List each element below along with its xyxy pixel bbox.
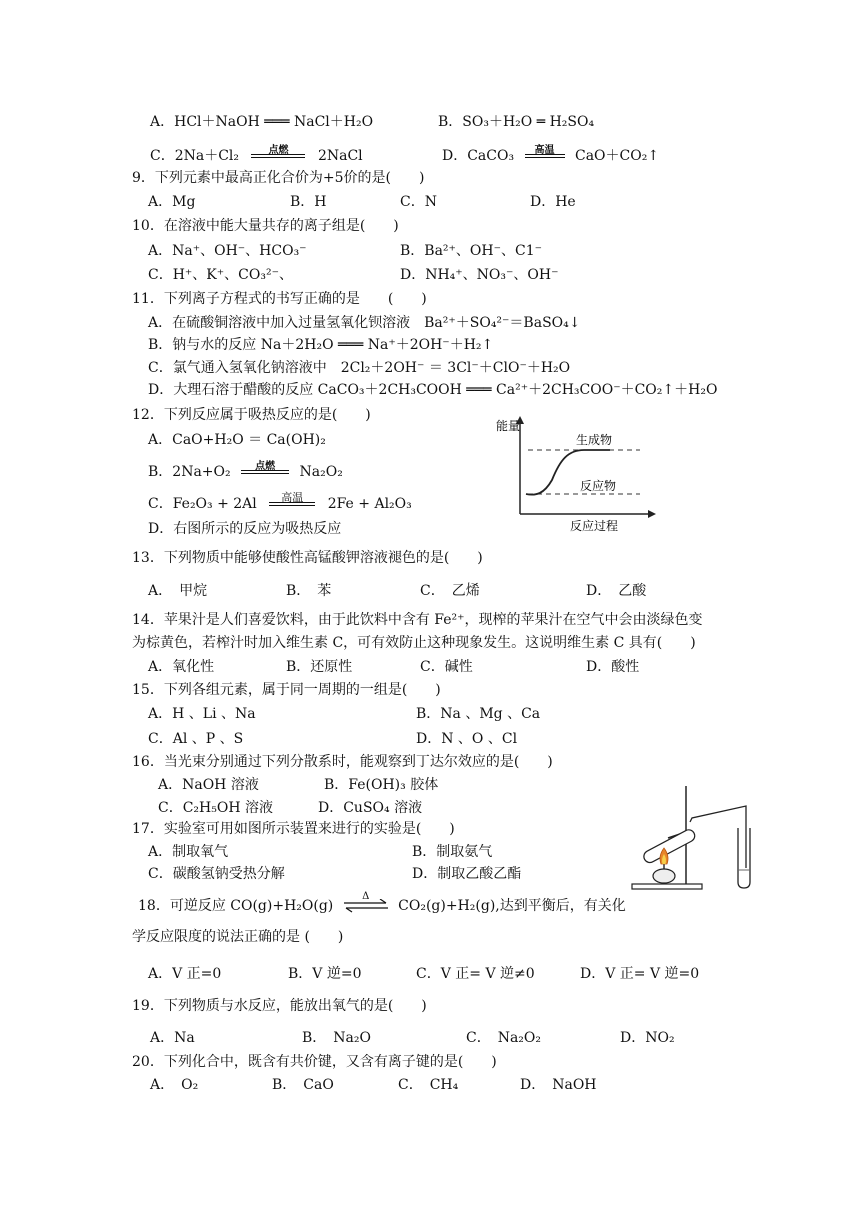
q17-option-a: A．制取氧气: [148, 844, 229, 860]
q11-option-a: A．在硫酸铜溶液中加入过量氢氧化钡溶液 Ba²⁺＋SO₄²⁻＝BaSO₄↓: [148, 315, 581, 331]
reversible-arrow-icon: [338, 899, 394, 913]
energy-diagram: [492, 410, 662, 535]
q15-option-c: C．Al 、P 、S: [148, 731, 244, 747]
energy-y-label: 能量: [496, 419, 521, 433]
q13-option-a: A． 甲烷: [148, 583, 208, 599]
q9-option-b: B．H: [290, 194, 327, 210]
q14-option-c: C．碱性: [420, 659, 473, 675]
q20-stem: 20．下列化合中，既含有共价键，又含有离子键的是( ): [132, 1054, 497, 1070]
q13-option-d: D． 乙酸: [586, 583, 647, 599]
q14-option-d: D．酸性: [586, 659, 640, 675]
q8d-arrow: [519, 145, 571, 158]
q15-option-a: A．H 、Li 、Na: [148, 706, 256, 722]
q8-option-c: [150, 146, 363, 166]
q15-stem: 15．下列各组元素，属于同一周期的一组是( ): [132, 682, 441, 698]
q12-option-c: [148, 491, 412, 514]
q14-option-b: B．还原性: [286, 659, 353, 675]
q17-option-b: B．制取氨气: [412, 844, 493, 860]
q12c-products: 2Fe + Al₂O₃: [327, 496, 412, 512]
q15-option-b: B．Na 、Mg 、Ca: [416, 706, 541, 722]
receiving-tube: [738, 828, 750, 888]
q16-option-d: D．CuSO₄ 溶液: [318, 800, 423, 816]
q19-option-b: B． Na₂O: [302, 1030, 371, 1046]
q8-option-d: [442, 146, 659, 166]
reactant-label: 反应物: [580, 479, 617, 493]
q8c-arrow: [243, 145, 313, 158]
q11-option-c: C．氯气通入氢氧化钠溶液中 2Cl₂＋2OH⁻ ＝ 3Cl⁻＋ClO⁻＋H₂O: [148, 360, 571, 376]
q16-option-c: C．C₂H₅OH 溶液: [158, 800, 273, 816]
q12-stem: 12．下列反应属于吸热反应的是( ): [132, 407, 371, 423]
q18-stem-line1: [138, 891, 626, 916]
q19-option-a: A．Na: [150, 1030, 195, 1046]
q11-stem: 11．下列离子方程式的书写正确的是 ( ): [132, 291, 427, 307]
lab-apparatus-diagram: [628, 778, 764, 892]
q16-option-a: A．NaOH 溶液: [158, 777, 259, 793]
q20-option-c: C． CH₄: [398, 1077, 459, 1093]
q8d-condition: 高温: [534, 145, 555, 156]
q18-option-b: B．V 逆=0: [288, 966, 362, 982]
q18-option-c: C．V 正= V 逆≠0: [416, 966, 535, 982]
q19-option-c: C． Na₂O₂: [466, 1030, 542, 1046]
q18-reactants: 18．可逆反应 CO(g)+H₂O(g): [138, 898, 334, 914]
q11-option-d: D．大理石溶于醋酸的反应 CaCO₃＋2CH₃COOH ═══ Ca²⁺＋2CH₃COO⁻＋CO₂↑＋H₂O: [148, 382, 718, 398]
q14-option-a: A．氧化性: [148, 659, 215, 675]
q12c-arrow: [261, 491, 323, 506]
q16-stem: 16．当光束分别通过下列分散系时，能观察到丁达尔效应的是( ): [132, 754, 553, 770]
energy-x-arrow: [648, 510, 656, 518]
q9-option-d: D．He: [530, 194, 576, 210]
q10-stem: 10．在溶液中能大量共存的离子组是( ): [132, 218, 399, 234]
q10-option-b: B．Ba²⁺、OH⁻、C1⁻: [400, 243, 543, 259]
q18-stem-line2: 学反应限度的说法正确的是 ( ): [132, 929, 344, 945]
q17-stem: 17．实验室可用如图所示装置来进行的实验是( ): [132, 821, 455, 837]
q12b-products: Na₂O₂: [299, 464, 343, 480]
q18-condition: Δ: [362, 891, 370, 902]
q17-option-d: D．制取乙酸乙酯: [412, 866, 522, 882]
q12b-condition: 点燃: [255, 461, 276, 472]
q15-option-d: D．N 、O 、Cl: [416, 731, 518, 747]
q16-option-b: B．Fe(OH)₃ 胶体: [324, 777, 439, 793]
q12-option-d: D．右图所示的反应为吸热反应: [148, 521, 342, 537]
test-tube: [642, 828, 697, 865]
alcohol-lamp: [653, 869, 675, 883]
q8c-products: 2NaCl: [317, 148, 363, 164]
q18-products: CO₂(g)+H₂(g),达到平衡后，有关化: [398, 898, 626, 914]
product-label: 生成物: [576, 433, 613, 447]
q10-option-c: C．H⁺、K⁺、CO₃²⁻、: [148, 267, 293, 283]
q18-option-d: D．V 正= V 逆=0: [580, 966, 700, 982]
q13-stem: 13．下列物质中能够使酸性高锰酸钾溶液褪色的是( ): [132, 550, 483, 566]
q10-option-d: D．NH₄⁺、NO₃⁻、OH⁻: [400, 267, 559, 283]
q12c-reactants: C．Fe₂O₃ + 2Al: [148, 496, 257, 512]
q11-option-b: B．钠与水的反应 Na＋2H₂O ═══ Na⁺＋2OH⁻＋H₂↑: [148, 337, 494, 353]
q12-option-b: [148, 462, 343, 482]
q8-option-b: B．SO₃＋H₂O ═ H₂SO₄: [438, 114, 595, 130]
q8c-condition: 点燃: [268, 145, 289, 156]
q12c-condition: 高温: [281, 491, 304, 504]
energy-x-label: 反应过程: [570, 519, 619, 533]
q12b-reactants: B．2Na+O₂: [148, 464, 231, 480]
q10-option-a: A．Na⁺、OH⁻、HCO₃⁻: [148, 243, 307, 259]
q8c-reactants: C．2Na＋Cl₂: [150, 148, 240, 164]
q20-option-d: D． NaOH: [520, 1077, 597, 1093]
q13-option-b: B． 苯: [286, 583, 332, 599]
q8-option-a: A．HCl＋NaOH ═══ NaCl＋H₂O: [150, 114, 374, 130]
q9-option-c: C．N: [400, 194, 437, 210]
q14-stem-line1: 14．苹果汁是人们喜爱饮料，由于此饮料中含有 Fe²⁺，现榨的苹果汁在空气中会由淡绿色变: [132, 612, 703, 628]
q8d-products: CaO＋CO₂↑: [575, 148, 660, 164]
q12b-arrow: [235, 461, 295, 474]
q20-option-b: B． CaO: [272, 1077, 334, 1093]
q17-option-c: C．碳酸氢钠受热分解: [148, 866, 285, 882]
q8d-reactants: D．CaCO₃: [442, 148, 515, 164]
q18-equilibrium-arrows: [338, 891, 394, 913]
q20-option-a: A． O₂: [150, 1077, 199, 1093]
q12-option-a: A．CaO+H₂O ＝ Ca(OH)₂: [148, 432, 326, 448]
q9-stem: 9．下列元素中最高正化合价为+5价的是( ): [132, 170, 425, 186]
q19-stem: 19．下列物质与水反应，能放出氧气的是( ): [132, 998, 427, 1014]
stand-base: [632, 884, 702, 889]
q18-option-a: A．V 正=0: [148, 966, 222, 982]
q19-option-d: D．NO₂: [620, 1030, 675, 1046]
q14-stem-line2: 为棕黄色，若榨汁时加入维生素 C，可有效防止这种现象发生。这说明维生素 C 具有( ): [132, 635, 696, 651]
q13-option-c: C． 乙烯: [420, 583, 480, 599]
q9-option-a: A．Mg: [148, 194, 196, 210]
